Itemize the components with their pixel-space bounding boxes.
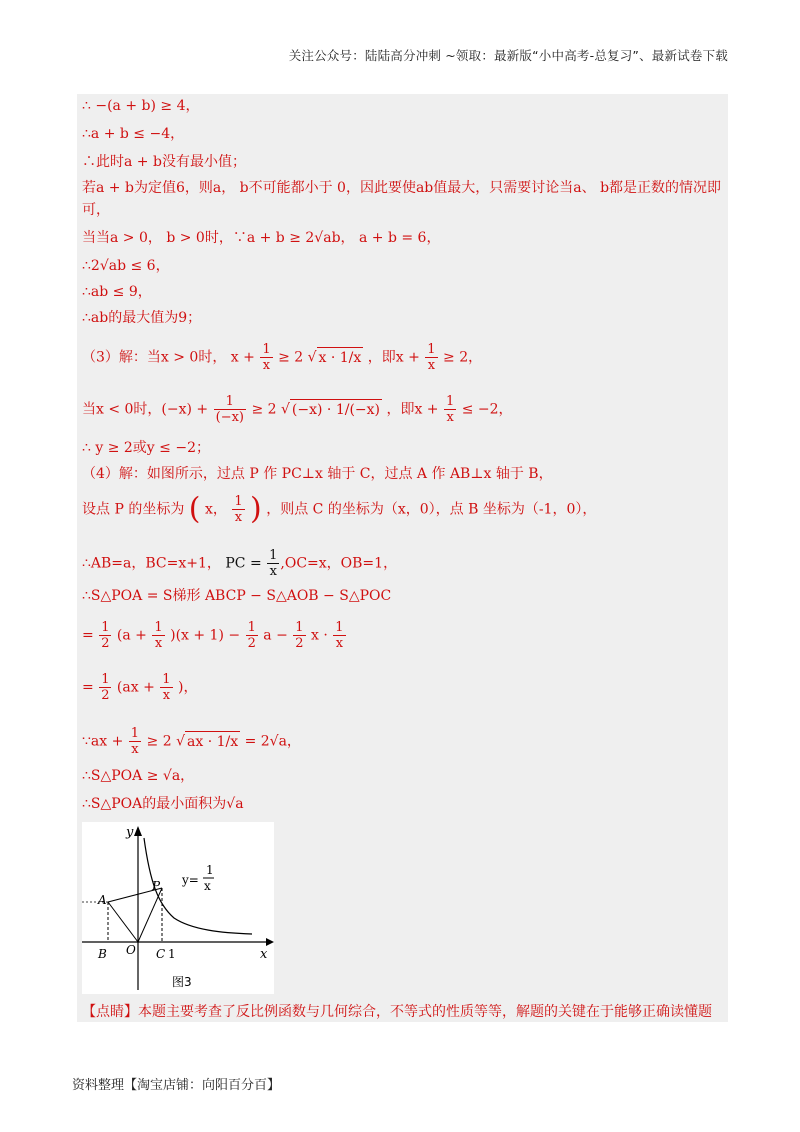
label-C: C	[156, 947, 166, 961]
l17-text-c: )(x + 1) −	[170, 627, 241, 644]
figure-caption: 图3	[172, 975, 192, 989]
l18-text-a: =	[82, 679, 94, 696]
sqrt-sign: √	[281, 401, 290, 418]
l11-text-b: ≥ 2	[251, 401, 277, 418]
line-8: ∴ab ≤ 9，	[82, 284, 152, 300]
frac-1-over-x: $\frac{1}{x}$	[130, 726, 140, 757]
sqrt-x-times-1-over-x: x · 1/x	[317, 347, 364, 368]
frac-1-over-x: $\frac{1}{x}$	[445, 394, 455, 425]
curve-label-y: y=	[182, 873, 199, 887]
label-x: x	[260, 947, 268, 962]
page-footer: 资料整理【淘宝店铺：向阳百分百】	[72, 1078, 281, 1093]
line-14	[82, 491, 597, 527]
l10-text-d: ，即x +	[367, 349, 420, 366]
l18-text-b: (ax +	[116, 679, 155, 696]
line-17	[82, 620, 347, 651]
l15-text-c: ,OC=x，OB=1，	[280, 555, 398, 572]
line-11	[82, 394, 513, 425]
l14-text-b: x，	[204, 501, 227, 518]
segment-PO	[138, 888, 162, 942]
l14-text-a: 设点 P 的坐标为	[82, 501, 185, 518]
line-12: ∴ y ≥ 2或y ≤ −2；	[82, 440, 210, 456]
label-y: y	[126, 825, 134, 840]
l11-text-c: ，即x +	[386, 401, 439, 418]
frac-1-over-negx: $\frac{1}{(-x)}$	[215, 394, 244, 425]
sqrt-negx-product: (−x) · 1/(−x)	[290, 399, 382, 420]
curve-label-num: 1	[206, 863, 214, 877]
l10-text-a: （3）解：当x > 0时，	[82, 349, 227, 366]
frac-1-over-2: $\frac{1}{2}$	[295, 620, 304, 651]
segment-AO	[108, 902, 138, 942]
frac-1-over-x: $\frac{1}{x}$	[154, 620, 163, 651]
line-7: ∴2√ab ≤ 6，	[82, 258, 170, 274]
l10-text-e: ≥ 2，	[443, 349, 483, 366]
x-axis-arrow	[266, 938, 274, 946]
line-16: ∴S△POA = S梯形 ABCP − S△AOB − S△POC	[82, 588, 392, 604]
l17-text-e: x ·	[311, 627, 328, 644]
line-2: ∴a + b ≤ −4，	[82, 126, 185, 142]
frac-1-over-x: $\frac{1}{x}$	[335, 620, 344, 651]
line-15	[82, 548, 397, 579]
sqrt-ax-times-1-over-x: ax · 1/x	[185, 731, 240, 752]
l14-text-c: ，则点 C 的坐标为（x，0），点 B 坐标为（-1，0），	[266, 501, 597, 518]
l11-text-d: ≤ −2，	[461, 401, 513, 418]
l15-text-b: PC =	[225, 555, 262, 572]
label-B: B	[98, 947, 107, 961]
label-P: P	[152, 879, 161, 893]
l10-text-c: ≥ 2	[278, 349, 304, 366]
frac-1-over-x: $\frac{1}{x}$	[162, 672, 171, 703]
l11-text-a: 当x < 0时，(−x) +	[82, 401, 209, 418]
figure-3	[82, 822, 274, 994]
line-18	[82, 672, 197, 703]
frac-1-over-2: $\frac{1}{2}$	[101, 672, 110, 703]
line-3: ∴此时a + b没有最小值；	[82, 154, 246, 170]
label-tick-1: 1	[168, 947, 176, 961]
sqrt-sign: √	[176, 733, 185, 750]
line-6: 当当a > 0， b > 0时，∵a + b ≥ 2√ab， a + b = 6，	[82, 230, 441, 246]
line-4: 若a + b为定值6，则a， b不可能都小于 0，因此要使ab值最大，只需要讨论当a、 b都是正数的情况即	[82, 180, 722, 196]
l19-text-c: = 2√a，	[244, 733, 301, 750]
sqrt-sign: √	[307, 349, 317, 366]
comment-line: 【点睛】本题主要考查了反比例函数与几何综合，不等式的性质等等，解题的关键在于能够正确读懂题	[82, 1004, 712, 1020]
line-9: ∴ab的最大值为9；	[82, 310, 202, 326]
label-A: A	[98, 893, 107, 907]
l15-text-a: ∴AB=a，BC=x+1，	[82, 555, 221, 572]
l19-text-b: ≥ 2	[146, 733, 172, 750]
line-10	[82, 342, 482, 373]
curve-label-den: x	[204, 879, 211, 893]
l18-text-c: )，	[178, 679, 198, 696]
line-21: ∴S△POA的最小面积为√a	[82, 796, 244, 812]
line-20: ∴S△POA ≥ √a，	[82, 768, 195, 784]
frac-1-over-2: $\frac{1}{2}$	[247, 620, 256, 651]
l17-text-b: (a +	[116, 627, 147, 644]
paren-open: (	[188, 491, 201, 527]
figure-3-svg	[82, 822, 274, 994]
page-header: 关注公众号：陆陆高分冲刺 ~领取：最新版“小中高考-总复习”、最新试卷下载	[288, 48, 728, 63]
paren-close: )	[250, 491, 262, 527]
l17-text-a: =	[82, 627, 94, 644]
frac-1-over-x: $\frac{1}{x}$	[234, 494, 243, 525]
line-19	[82, 726, 301, 757]
y-axis-arrow	[134, 826, 142, 836]
frac-1-over-x: $\frac{1}{x}$	[269, 548, 278, 579]
frac-1-over-2: $\frac{1}{2}$	[101, 620, 110, 651]
frac-1-over-x: $\frac{1}{x}$	[427, 342, 436, 373]
line-13: （4）解：如图所示，过点 P 作 PC⊥x 轴于 C，过点 A 作 AB⊥x 轴于 B，	[82, 466, 553, 482]
line-1: ∴ −(a + b) ≥ 4，	[82, 98, 200, 114]
l17-text-d: a −	[263, 627, 288, 644]
frac-1-over-x: $\frac{1}{x}$	[262, 342, 271, 373]
l19-text-a: ∵ax +	[82, 733, 124, 750]
l10-text-b: x +	[230, 349, 255, 366]
label-O: O	[126, 943, 136, 957]
line-5: 可，	[82, 202, 110, 218]
